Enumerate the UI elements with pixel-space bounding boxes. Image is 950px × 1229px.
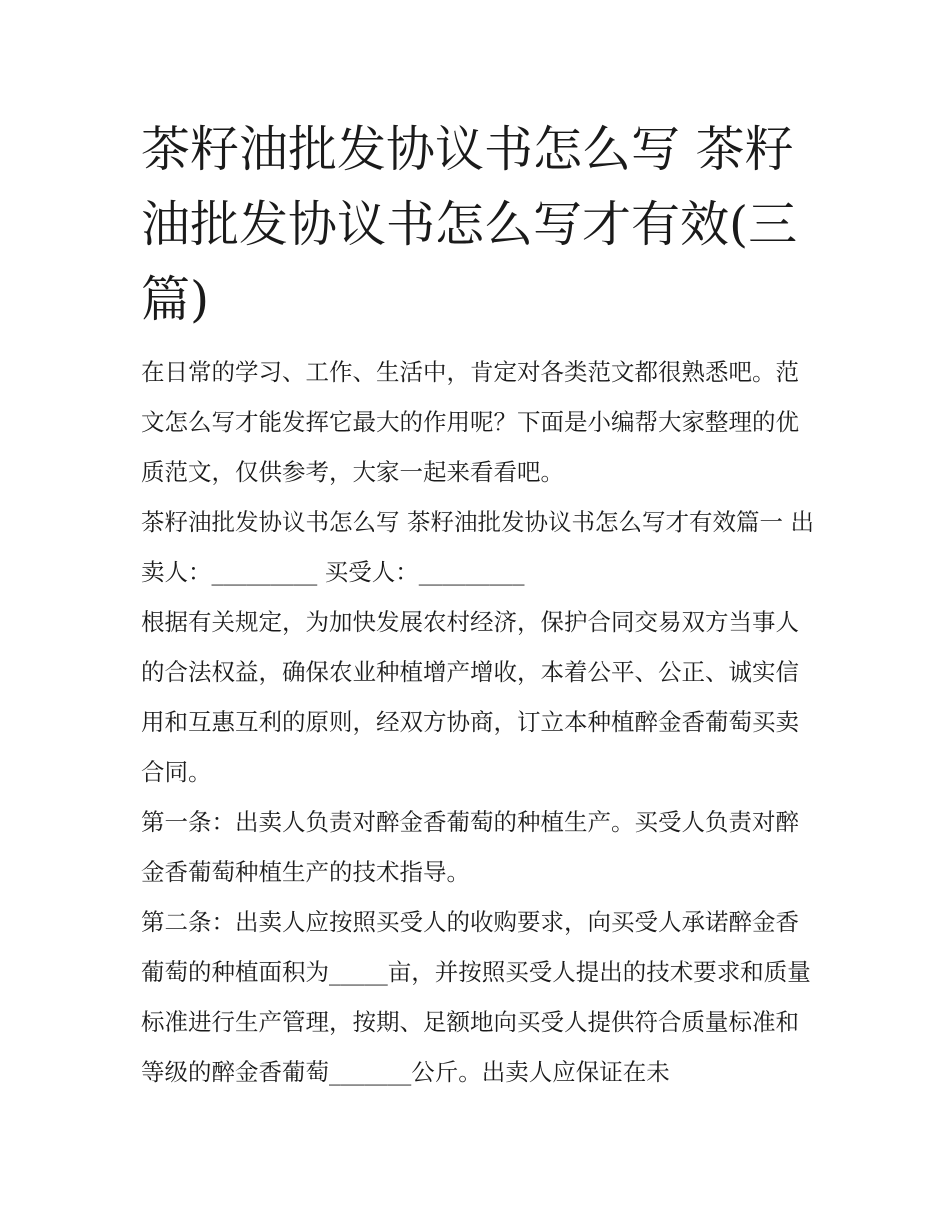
document-title: 茶籽油批发协议书怎么写 茶籽油批发协议书怎么写才有效(三篇)	[141, 121, 798, 328]
document-body	[141, 112, 821, 1097]
article-2-paragraph: 第二条：出卖人应按照买受人的收购要求，向买受人承诺醉金香葡萄的种植面积为_____亩，并按照买受人提出的技术要求和质量标准进行生产管理，按期、足额地向买受人提供符合质量标准和等级的醉金香葡萄_______公斤。出卖人应保证在未	[141, 908, 811, 1086]
preamble-paragraph: 根据有关规定，为加快发展农村经济，保护合同交易双方当事人的合法权益，确保农业种植增产增收，本着公平、公正、诚实信用和互惠互利的原则，经双方协商，订立本种植醉金香葡萄买卖合同。	[141, 608, 799, 786]
intro-paragraph: 在日常的学习、工作、生活中，肯定对各类范文都很熟悉吧。范文怎么写才能发挥它最大的作用呢？下面是小编帮大家整理的优质范文，仅供参考，大家一起来看看吧。	[141, 358, 799, 486]
article-1-paragraph: 第一条：出卖人负责对醉金香葡萄的种植生产。买受人负责对醉金香葡萄种植生产的技术指导。	[141, 808, 799, 886]
section-heading-parties: 茶籽油批发协议书怎么写 茶籽油批发协议书怎么写才有效篇一 出卖人：_________ 买受人：_________	[141, 508, 814, 586]
